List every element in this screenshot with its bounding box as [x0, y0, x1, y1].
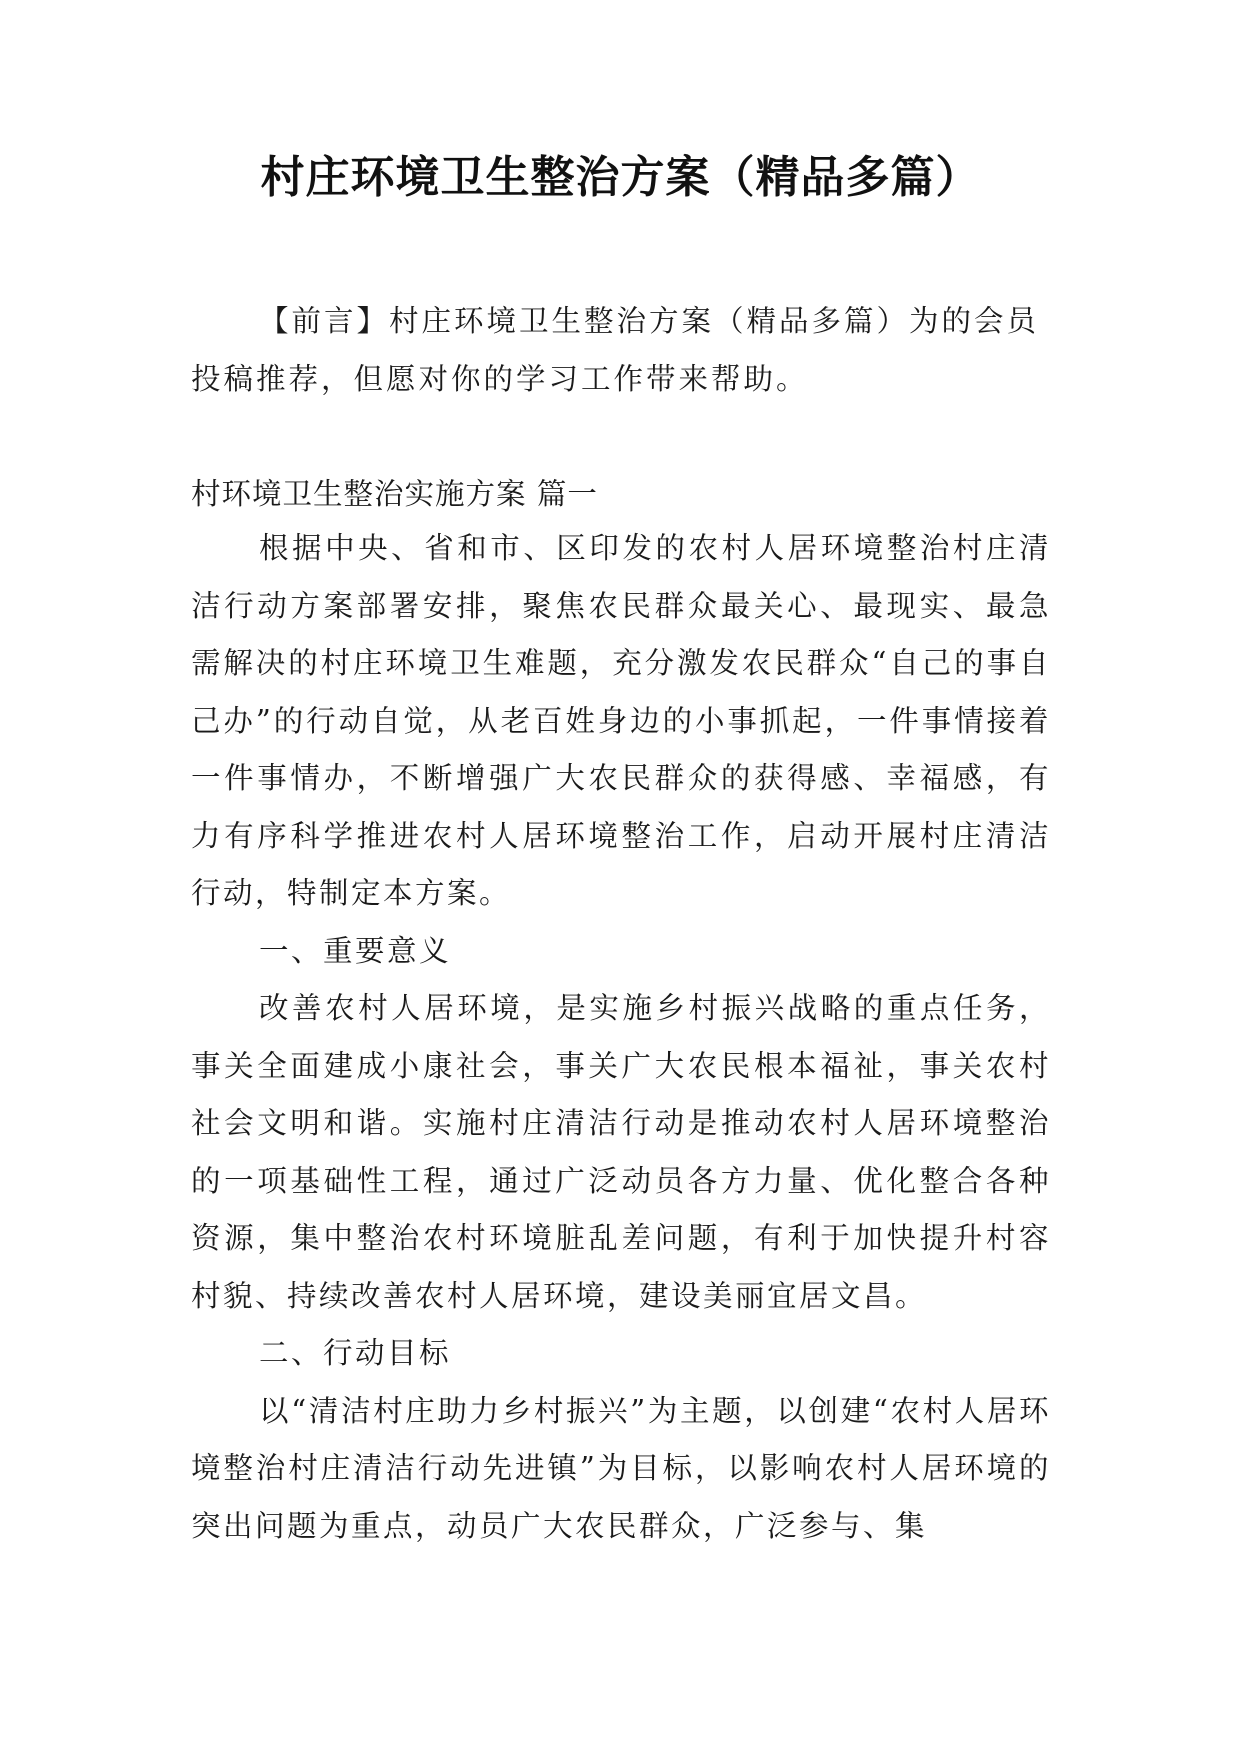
document-body — [191, 520, 1051, 1555]
subheading-significance: 一、重要意义 — [259, 933, 452, 968]
body-paragraph-goals: 以“清洁村庄助力乡村振兴”为主题，以创建“农村人居环境整治村庄清洁行动先进镇”为目标，以影响农村人居环境的突出问题为重点，动员广大农民群众，广泛参与、集 — [191, 1393, 1051, 1543]
preface-paragraph: 【前言】村庄环境卫生整治方案（精品多篇）为的会员投稿推荐，但愿对你的学习工作带来帮助。 — [191, 304, 1040, 396]
document-title: 村庄环境卫生整治方案（精品多篇） — [260, 152, 981, 203]
body-paragraph-intro: 根据中央、省和市、区印发的农村人居环境整治村庄清洁行动方案部署安排，聚焦农民群众最关心、最现实、最急需解决的村庄环境卫生难题，充分激发农民群众“自己的事自己办”的行动自觉，从老百姓身边的小事抓起，一件事情接着一件事情办，不断增强广大农民群众的获得感、幸福感，有力有序科学推进农村人居环境整治工作，启动开展村庄清洁行动，特制定本方案。 — [191, 531, 1051, 910]
body-paragraph-significance: 改善农村人居环境，是实施乡村振兴战略的重点任务，事关全面建成小康社会，事关广大农民根本福祉，事关农村社会文明和谐。实施村庄清洁行动是推动农村人居环境整治的一项基础性工程，通过广泛动员各方力量、优化整合各种资源，集中整治农村环境脏乱差问题，有利于加快提升村容村貌、持续改善农村人居环境，建设美丽宜居文昌。 — [191, 991, 1051, 1313]
section-heading: 村环境卫生整治实施方案 篇一 — [191, 477, 598, 511]
subheading-goals: 二、行动目标 — [259, 1336, 452, 1370]
